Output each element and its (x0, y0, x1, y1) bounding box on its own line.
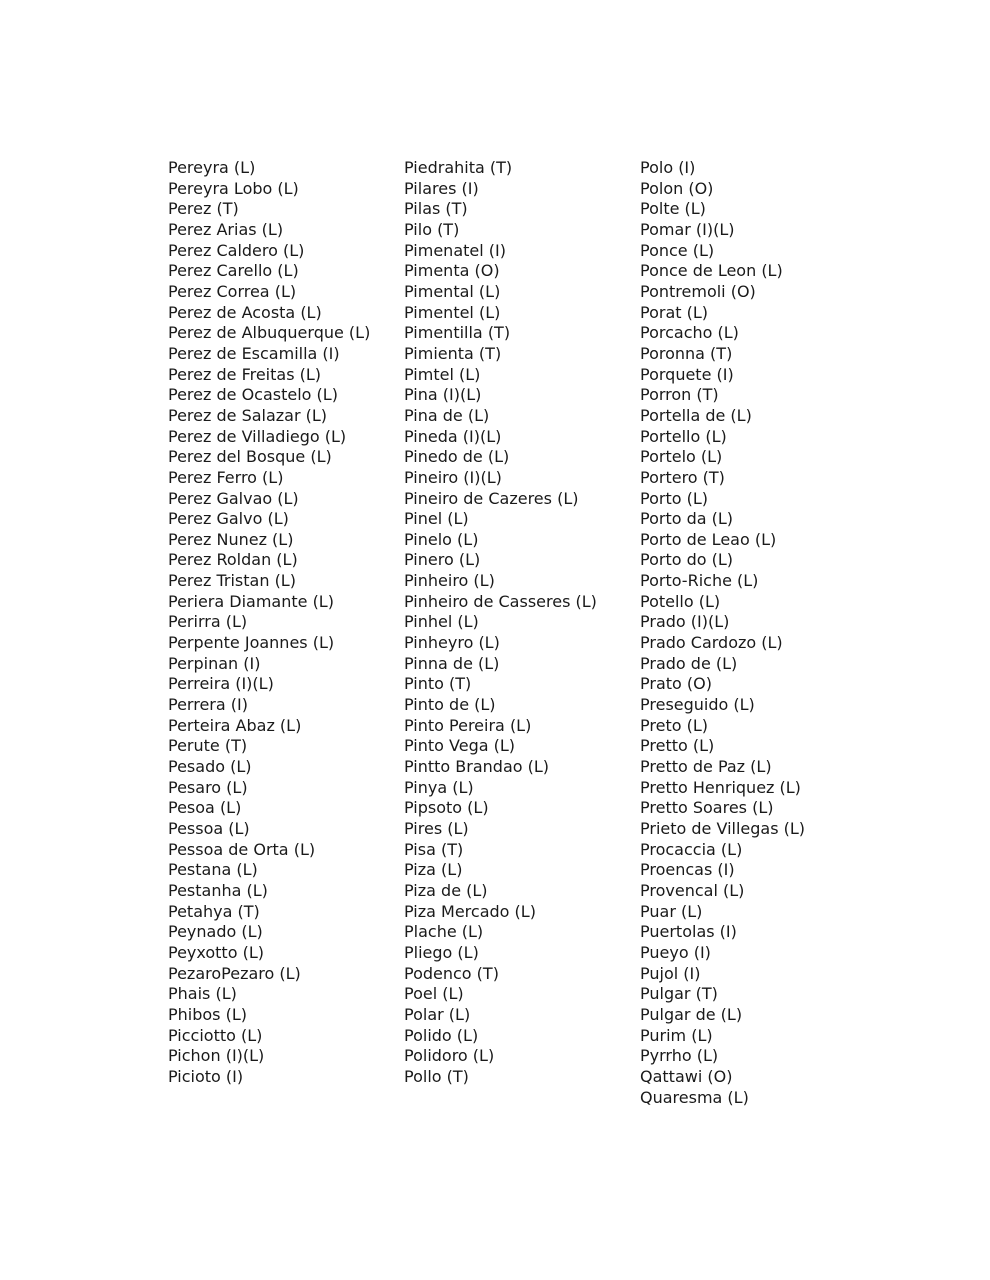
surname-entry: Pimental (L) (404, 281, 501, 301)
surname-entry: Pinedo de (L) (404, 447, 510, 467)
surname-entry: Pinelo (L) (404, 529, 479, 549)
surname-entry: Porron (T) (640, 385, 719, 405)
surname-entry: Pretto de Paz (L) (640, 757, 772, 777)
surname-entry: Plache (L) (404, 922, 484, 942)
surname-entry: Pinhel (L) (404, 612, 479, 632)
surname-entry: Perez de Freitas (L) (168, 364, 322, 384)
surname-column-1 (168, 158, 393, 1088)
surname-entry: Puertolas (I) (640, 922, 737, 942)
surname-entry: Pessoa (L) (168, 819, 250, 838)
surname-entry: Peyxotto (L) (168, 942, 264, 962)
surname-entry: Pretto Henriquez (L) (640, 777, 801, 797)
surname-entry: Porto (L) (640, 488, 708, 508)
surname-entry: Perez Roldan (L) (168, 550, 298, 570)
surname-entry: Pimenatel (I) (404, 240, 506, 260)
surname-entry: Prado (I)(L) (640, 612, 730, 632)
surname-entry: Pueyo (I) (640, 942, 711, 962)
surname-entry: Pineiro de Cazeres (L) (404, 488, 579, 508)
surname-entry: Perirra (L) (168, 612, 248, 632)
surname-entry: Periera Diamante (L) (168, 591, 334, 611)
surname-entry: Perez de Ocastelo (L) (168, 385, 338, 405)
surname-entry: Pesoa (L) (168, 798, 242, 818)
surname-entry: Pina de (L) (404, 405, 490, 425)
surname-entry: Pimentilla (T) (404, 323, 511, 343)
surname-entry: Puar (L) (640, 901, 703, 921)
surname-entry: Portero (T) (640, 467, 725, 487)
surname-entry: Perpente Joannes (L) (168, 633, 335, 653)
surname-entry: Pliego (L) (404, 942, 479, 962)
surname-entry: Pilo (T) (404, 219, 460, 239)
surname-entry: Pestanha (L) (168, 880, 268, 900)
surname-entry: Picioto (I) (168, 1066, 244, 1086)
surname-entry: Provencal (L) (640, 880, 745, 900)
surname-entry: Pimentel (L) (404, 302, 501, 322)
surname-entry: Perrera (I) (168, 695, 248, 715)
surname-entry: Pintto Brandao (L) (404, 757, 550, 777)
surname-entry: Ponce de Leon (L) (640, 261, 783, 281)
surname-entry: Pinna de (L) (404, 653, 500, 673)
surname-entry: Perez Nunez (L) (168, 529, 294, 549)
surname-entry: Pinto de (L) (404, 695, 496, 715)
surname-entry: Pontremoli (O) (640, 281, 756, 301)
surname-entry: Porquete (I) (640, 364, 734, 384)
surname-entry: Portella de (L) (640, 405, 752, 425)
surname-entry: Pina (I)(L) (404, 385, 482, 405)
surname-entry: Pulgar de (L) (640, 1004, 743, 1024)
surname-entry: Porto da (L) (640, 509, 734, 529)
surname-entry: PezaroPezaro (L) (168, 963, 301, 983)
surname-entry: Podenco (T) (404, 963, 499, 983)
surname-entry: Phais (L) (168, 984, 237, 1004)
surname-entry: Qattawi (O) (640, 1066, 733, 1086)
surname-entry: Pinto (T) (404, 674, 472, 694)
surname-entry: Perute (T) (168, 736, 248, 756)
surname-entry: Perez Arias (L) (168, 219, 284, 239)
surname-entry: Perez de Villadiego (L) (168, 426, 347, 446)
surname-entry: Pesado (L) (168, 757, 252, 777)
surname-entry: Polidoro (L) (404, 1046, 495, 1066)
surname-entry: Pretto Soares (L) (640, 798, 774, 818)
surname-entry: Pipsoto (L) (404, 798, 489, 818)
surname-entry: Pineda (I)(L) (404, 426, 502, 446)
surname-entry: Perez Galvao (L) (168, 488, 299, 508)
surname-entry: Pichon (I)(L) (168, 1046, 265, 1066)
surname-entry: Perez de Escamilla (I) (168, 343, 340, 363)
surname-entry: Potello (L) (640, 591, 721, 611)
surname-entry: Perpinan (I) (168, 653, 261, 673)
surname-entry: Preseguido (L) (640, 695, 755, 715)
surname-entry: Porcacho (L) (640, 323, 739, 343)
surname-entry: Perreira (I)(L) (168, 674, 274, 694)
surname-entry: Polido (L) (404, 1025, 479, 1045)
surname-entry: Pinero (L) (404, 550, 481, 570)
surname-entry: Ponce (L) (640, 240, 715, 260)
surname-entry: Portello (L) (640, 426, 727, 446)
surname-entry: Perez Galvo (L) (168, 509, 289, 529)
surname-entry: Prado Cardozo (L) (640, 633, 783, 653)
surname-entry: Pessoa de Orta (L) (168, 839, 316, 859)
surname-entry: Polo (I) (640, 158, 696, 177)
surname-entry: Perteira Abaz (L) (168, 715, 302, 735)
surname-entry: Pinya (L) (404, 777, 474, 797)
surname-entry: Polon (O) (640, 178, 714, 198)
surname-entry: Piedrahita (T) (404, 158, 513, 177)
surname-entry: Porto de Leao (L) (640, 529, 777, 549)
surname-entry: Pimienta (T) (404, 343, 502, 363)
surname-entry: Pineiro (I)(L) (404, 467, 502, 487)
surname-entry: Pimenta (O) (404, 261, 500, 281)
surname-entry: Pesaro (L) (168, 777, 248, 797)
surname-entry: Piza de (L) (404, 880, 488, 900)
surname-entry: Pilas (T) (404, 199, 468, 219)
surname-entry: Pinel (L) (404, 509, 469, 529)
surname-entry: Proencas (I) (640, 860, 735, 880)
surname-entry: Pyrrho (L) (640, 1046, 719, 1066)
surname-entry: Peynado (L) (168, 922, 263, 942)
surname-entry: Pereyra Lobo (L) (168, 178, 299, 198)
surname-entry: Quaresma (L) (640, 1087, 749, 1107)
surname-entry: Picciotto (L) (168, 1025, 263, 1045)
surname-entry: Pinheiro (L) (404, 571, 495, 591)
surname-entry: Pereyra (L) (168, 158, 256, 177)
surname-entry: Perez del Bosque (L) (168, 447, 332, 467)
surname-entry: Perez Ferro (L) (168, 467, 284, 487)
surname-entry: Pujol (I) (640, 963, 701, 983)
surname-entry: Polar (L) (404, 1004, 471, 1024)
surname-entry: Pinheiro de Casseres (L) (404, 591, 597, 611)
surname-entry: Pollo (T) (404, 1066, 469, 1086)
surname-entry: Pires (L) (404, 819, 469, 838)
surname-entry: Pinheyro (L) (404, 633, 500, 653)
surname-entry: Purim (L) (640, 1025, 713, 1045)
surname-entry: Prado de (L) (640, 653, 738, 673)
surname-entry: Porto do (L) (640, 550, 734, 570)
surname-entry: Phibos (L) (168, 1004, 247, 1024)
surname-entry: Preto (L) (640, 715, 708, 735)
surname-entry: Piza (L) (404, 860, 463, 880)
surname-entry: Perez de Albuquerque (L) (168, 323, 371, 343)
surname-entry: Pretto (L) (640, 736, 715, 756)
surname-entry: Perez Correa (L) (168, 281, 297, 301)
surname-entry: Pinto Vega (L) (404, 736, 516, 756)
surname-entry: Poel (L) (404, 984, 464, 1004)
surname-entry: Piza Mercado (L) (404, 901, 536, 921)
surname-entry: Prato (O) (640, 674, 712, 694)
surname-entry: Perez Tristan (L) (168, 571, 296, 591)
surname-entry: Porat (L) (640, 302, 709, 322)
surname-entry: Pisa (T) (404, 839, 464, 859)
surname-entry: Perez Carello (L) (168, 261, 299, 281)
surname-entry: Pomar (I)(L) (640, 219, 735, 239)
surname-entry: Perez de Salazar (L) (168, 405, 328, 425)
surname-entry: Pinto Pereira (L) (404, 715, 532, 735)
surname-entry: Pulgar (T) (640, 984, 718, 1004)
surname-entry: Porto-Riche (L) (640, 571, 759, 591)
surname-entry: Portelo (L) (640, 447, 723, 467)
surname-entry: Perez (T) (168, 199, 239, 219)
surname-entry: Poronna (T) (640, 343, 733, 363)
surname-entry: Perez Caldero (L) (168, 240, 305, 260)
surname-entry: Procaccia (L) (640, 839, 743, 859)
surname-entry: Pestana (L) (168, 860, 258, 880)
surname-entry: Prieto de Villegas (L) (640, 819, 806, 838)
surname-entry: Petahya (T) (168, 901, 260, 921)
surname-column-2 (404, 158, 629, 1088)
surname-entry: Pilares (I) (404, 178, 479, 198)
surname-column-3 (640, 158, 865, 1108)
surname-entry: Polte (L) (640, 199, 706, 219)
surname-entry: Perez de Acosta (L) (168, 302, 322, 322)
surname-entry: Pimtel (L) (404, 364, 481, 384)
